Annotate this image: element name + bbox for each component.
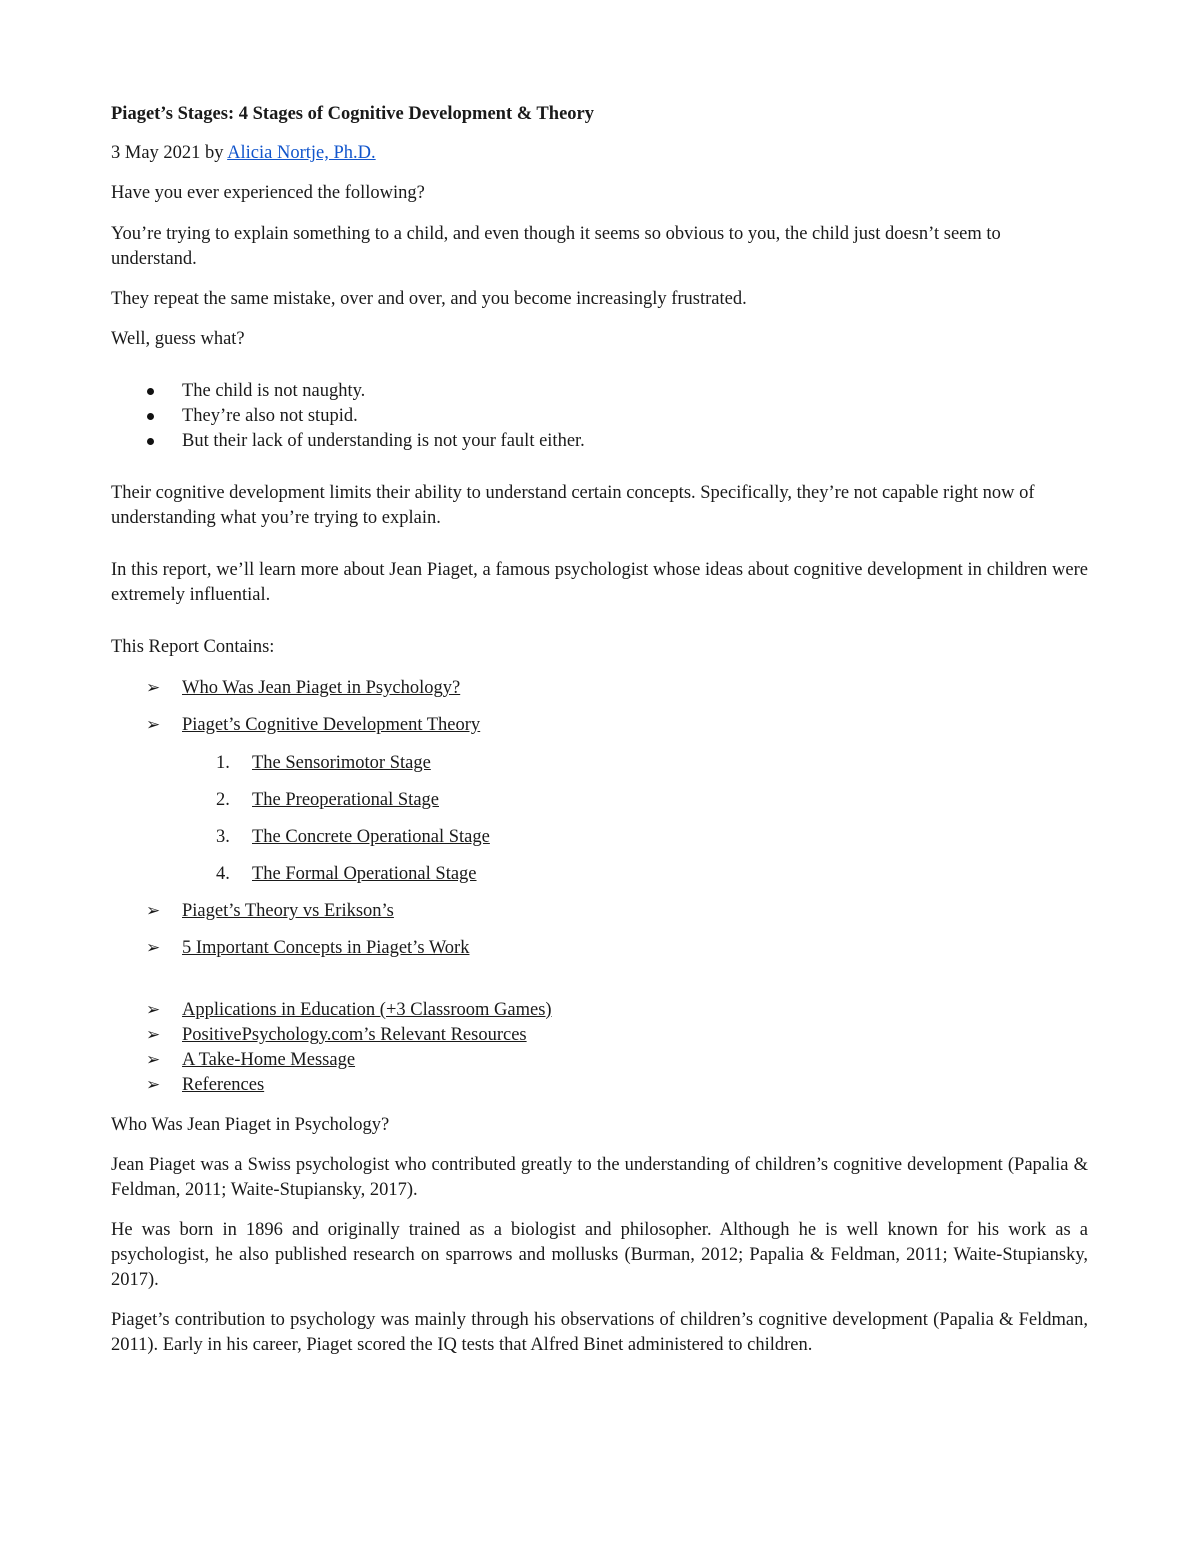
para-cognitive: Their cognitive development limits their ability to understand certain concepts. Specifically, they’re not capable right now of understanding what you’re trying to explain. <box>111 483 1035 528</box>
toc-stage-item: 3. The Concrete Operational Stage <box>216 827 490 847</box>
section-heading: Who Was Jean Piaget in Psychology? <box>111 1115 390 1135</box>
section-para-1: Jean Piaget was a Swiss psychologist who contributed greatly to the understanding of children’s cognitive development (Papalia & Feldman, 2011; Waite-Stupiansky, 2017). <box>111 1155 1088 1200</box>
toc-item-references: ➢ References <box>111 1073 1088 1098</box>
list-item: The child is not naughty. <box>111 379 1088 404</box>
toc-stages-list <box>111 751 1088 887</box>
byline <box>111 141 1088 166</box>
toc-list-more <box>111 899 1088 1098</box>
toc-list <box>111 676 1088 738</box>
toc-stage-item: 1. The Sensorimotor Stage <box>216 753 431 773</box>
toc-stage-item: 4. The Formal Operational Stage <box>216 864 477 884</box>
arrow-bullet-icon: ➢ <box>146 1025 161 1045</box>
bullet-icon <box>147 388 154 395</box>
intro-guess: Well, guess what? <box>111 329 245 349</box>
arrow-bullet-icon: ➢ <box>146 1000 161 1020</box>
arrow-bullet-icon: ➢ <box>146 1075 161 1095</box>
arrow-bullet-icon: ➢ <box>146 1050 161 1070</box>
toc-item-applications: ➢ Applications in Education (+3 Classroom Games) <box>111 998 1088 1023</box>
toc-item-theory: ➢ Piaget’s Cognitive Development Theory <box>111 713 1088 738</box>
para-report: In this report, we’ll learn more about Jean Piaget, a famous psychologist whose ideas about cognitive development in children were extremely influential. <box>111 560 1088 605</box>
bullet-list <box>111 379 1088 454</box>
intro-repeat: They repeat the same mistake, over and over, and you become increasingly frustrated. <box>111 289 747 309</box>
intro-scenario: You’re trying to explain something to a child, and even though it seems so obvious to you, the child just doesn’t seem to understand. <box>111 224 1001 269</box>
intro-question: Have you ever experienced the following? <box>111 183 425 203</box>
toc-item-takehome: ➢ A Take-Home Message <box>111 1048 1088 1073</box>
toc-stage-item: 2. The Preoperational Stage <box>216 790 439 810</box>
byline-date: 3 May 2021 by <box>111 143 228 163</box>
arrow-bullet-icon: ➢ <box>146 678 161 698</box>
article-title: Piaget’s Stages: 4 Stages of Cognitive Development & Theory <box>111 104 594 124</box>
list-item: But their lack of understanding is not your fault either. <box>111 429 1088 454</box>
section-para-3: Piaget’s contribution to psychology was mainly through his observations of children’s cognitive development (Papalia & Feldman, 2011). Early in his career, Piaget scored the IQ tests that Alfred Binet administered to children. <box>111 1310 1088 1355</box>
author-link[interactable]: Alicia Nortje, Ph.D. <box>227 143 376 163</box>
arrow-bullet-icon: ➢ <box>146 901 161 921</box>
arrow-bullet-icon: ➢ <box>146 938 161 958</box>
toc-item-concepts: ➢ 5 Important Concepts in Piaget’s Work <box>111 936 1088 961</box>
document-body <box>111 102 1088 1358</box>
section-para-2: He was born in 1896 and originally trained as a biologist and philosopher. Although he is well known for his work as a psychologist, he also published research on sparrows and mollusks (Burman, 2012; Papalia & Feldman, 2011; Waite-Stupiansky, 2017). <box>111 1220 1088 1290</box>
bullet-icon <box>147 438 154 445</box>
toc-item-who: ➢ Who Was Jean Piaget in Psychology? <box>111 676 1088 701</box>
bullet-icon <box>147 413 154 420</box>
toc-item-resources: ➢ PositivePsychology.com’s Relevant Resources <box>111 1023 1088 1048</box>
toc-heading: This Report Contains: <box>111 637 275 657</box>
list-item: They’re also not stupid. <box>111 404 1088 429</box>
arrow-bullet-icon: ➢ <box>146 715 161 735</box>
toc-item-vs: ➢ Piaget’s Theory vs Erikson’s <box>111 899 1088 924</box>
